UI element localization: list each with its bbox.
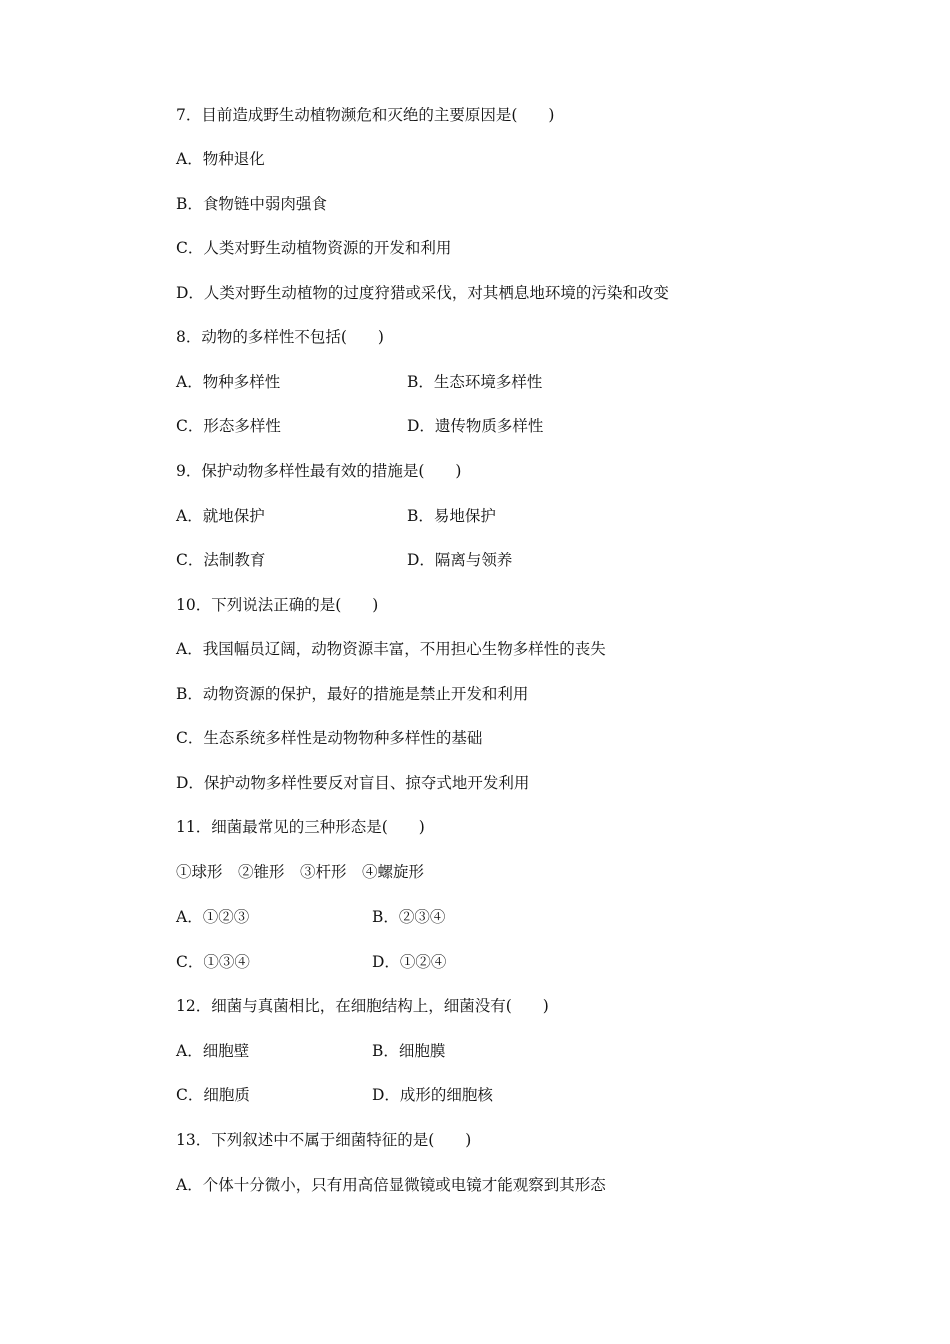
question-7-option-d: D．人类对野生动植物的过度狩猎或采伐，对其栖息地环境的污染和改变: [176, 284, 669, 302]
question-8-option-c: C．形态多样性: [176, 417, 281, 435]
question-11-option-c: C．①③④: [176, 953, 250, 971]
question-7-option-a: A．物种退化: [176, 150, 265, 168]
question-8-option-a: A．物种多样性: [176, 373, 281, 391]
question-8-option-b: B．生态环境多样性: [407, 373, 543, 391]
question-11-option-d: D．①②④: [372, 953, 447, 971]
question-7-stem: 7．目前造成野生动植物濒危和灭绝的主要原因是( ): [176, 106, 555, 124]
question-12-option-d: D．成形的细胞核: [372, 1086, 493, 1104]
question-11-option-b: B．②③④: [372, 908, 446, 926]
question-9-option-d: D．隔离与领养: [407, 551, 513, 569]
question-9-option-b: B．易地保护: [407, 507, 496, 525]
question-10-option-d: D．保护动物多样性要反对盲目、掠夺式地开发利用: [176, 774, 530, 792]
question-9-option-a: A．就地保护: [176, 507, 265, 525]
question-10-option-c: C．生态系统多样性是动物物种多样性的基础: [176, 729, 483, 747]
question-10-stem: 10．下列说法正确的是( ): [176, 596, 379, 614]
question-7-option-b: B．食物链中弱肉强食: [176, 195, 327, 213]
question-9-stem: 9．保护动物多样性最有效的措施是( ): [176, 462, 462, 480]
question-7-option-c: C．人类对野生动植物资源的开发和利用: [176, 239, 452, 257]
question-8-option-d: D．遗传物质多样性: [407, 417, 544, 435]
question-13-stem: 13．下列叙述中不属于细菌特征的是( ): [176, 1131, 472, 1149]
question-9-option-c: C．法制教育: [176, 551, 266, 569]
question-8-stem: 8．动物的多样性不包括( ): [176, 328, 384, 346]
question-12-option-a: A．细胞壁: [176, 1042, 250, 1060]
question-11-stem: 11．细菌最常见的三种形态是( ): [176, 818, 425, 836]
question-10-option-b: B．动物资源的保护，最好的措施是禁止开发和利用: [176, 685, 529, 703]
question-12-option-c: C．细胞质: [176, 1086, 250, 1104]
question-12-option-b: B．细胞膜: [372, 1042, 446, 1060]
question-11-option-a: A．①②③: [176, 908, 250, 926]
question-12-stem: 12．细菌与真菌相比，在细胞结构上，细菌没有( ): [176, 997, 549, 1015]
question-11-items: ①球形 ②锥形 ③杆形 ④螺旋形: [176, 863, 425, 881]
question-10-option-a: A．我国幅员辽阔，动物资源丰富，不用担心生物多样性的丧失: [176, 640, 606, 658]
question-13-option-a: A．个体十分微小，只有用高倍显微镜或电镜才能观察到其形态: [176, 1176, 606, 1194]
